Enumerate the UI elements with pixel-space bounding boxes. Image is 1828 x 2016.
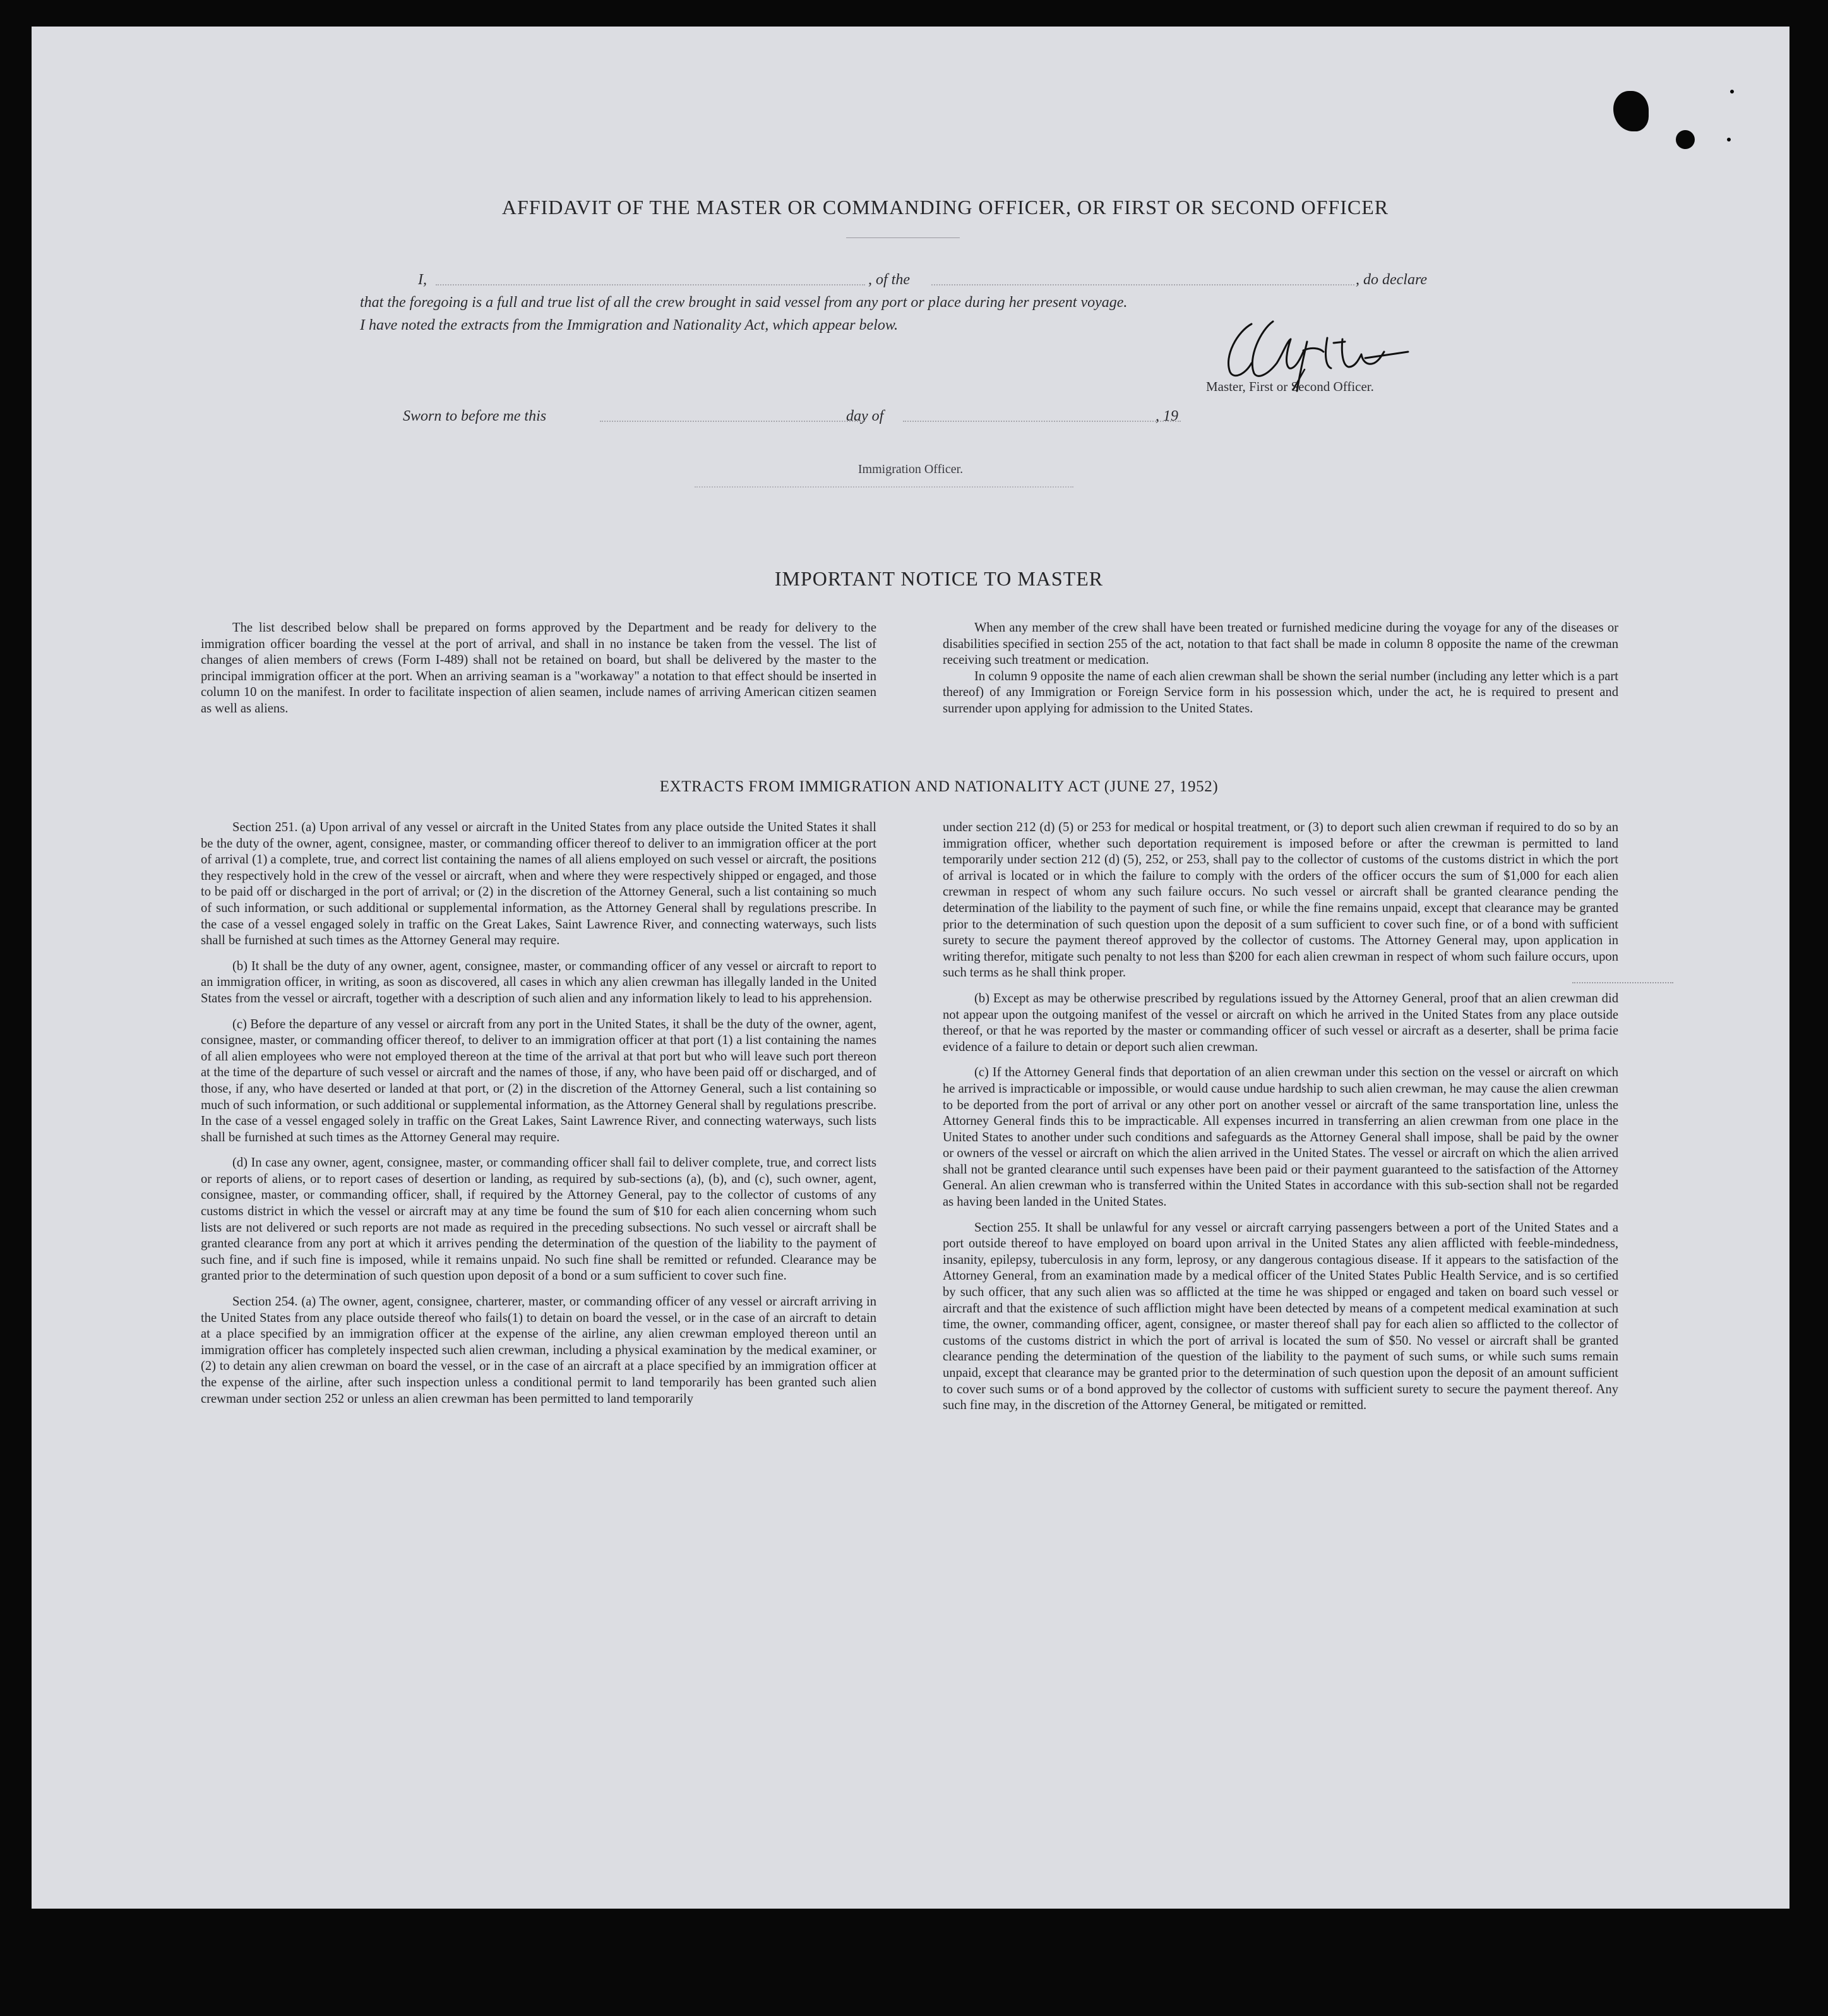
officer-signature-blank[interactable] xyxy=(695,486,1073,488)
section-251a: Section 251. (a) Upon arrival of any vessel or aircraft in the United States from any place outside the United States it shall be the duty of the owner, agent, consignee, master, or commanding officer thereof to deliver to an immigration officer at the port of arrival (1) a complete, true, and correct list containing the names of all aliens employed on such vessel or aircraft, the positions they respectively hold in the crew of the vessel or aircraft, when and where they were respectively shipped or engaged, and those to be paid off or discharged in the port of arrival; or (2) in the discretion of the Attorney General, such a list containing so much of such information, or such additional or supplemental information, as the Attorney General shall by regulations prescribe. In the case of a vessel engaged solely in traffic on the Great Lakes, Saint Lawrence River, and connecting waterways, such lists shall be furnished at such times as the Attorney General may require. xyxy=(201,820,876,948)
section-254a-continued: under section 212 (d) (5) or 253 for medical or hospital treatment, or (3) to deport such alien crewman if required to do so by an immigration officer, whether such deportation requirement is imposed before or after the crewman is permitted to land temporarily under section 212 (d) (5), 252, or 253, shall pay to the collector of customs of the customs district in which the port of arrival is located or in which the failure to comply with the orders of the officer occurs the sum of $1,000 for each alien crewman in respect of whom any such failure occurs. No such vessel or aircraft shall be granted clearance pending the determination of the liability to the payment of such fine, or while the fine remains unpaid, except that clearance may be granted prior to the determination of such question upon the deposit of a sum sufficient to cover such fine, or of a bond with sufficient surety to secure the payment thereof approved by the collector of customs. The Attorney General may, upon application in writing therefor, mitigate such penalty to not less than $200 for each alien crewman in respect of whom such failure occurs, upon such terms as he shall think proper. xyxy=(943,820,1618,980)
section-251d: (d) In case any owner, agent, consignee, master, or commanding officer shall fail to deliver complete, true, and correct lists or reports of aliens, or to report cases of desertion or landing, as required by sub-sections (a), (b), and (c), such owner, agent, consignee, master, or commanding officer, shall, if required by the Attorney General, pay to the collector of customs of any customs district in which the vessel or aircraft may at any time be found the sum of $10 for each alien concerning whom such lists are not delivered or such reports are not made as required in the preceding subsections. No such vessel or aircraft shall be granted clearance from any port at which it arrives pending the determination of the question of the liability to the payment of such fine, and if such fine is imposed, while it remains unpaid. No such fine shall be remitted or refunded. Clearance may be granted prior to the determination of such question upon deposit of a bond or a sum sufficient to cover such fine. xyxy=(201,1156,876,1283)
vessel-blank[interactable] xyxy=(931,284,1354,285)
affidavit-i-label: I, xyxy=(418,272,427,288)
notice-title: IMPORTANT NOTICE TO MASTER xyxy=(774,567,1104,590)
year-label: , 19 xyxy=(1156,408,1178,424)
ink-dot xyxy=(1730,90,1734,93)
notice-left-column xyxy=(201,620,876,717)
ink-blot xyxy=(1676,130,1695,149)
ink-blot xyxy=(1613,91,1649,131)
sworn-label: Sworn to before me this xyxy=(403,408,547,424)
section-254b: (b) Except as may be otherwise prescribed by regulations issued by the Attorney General, proof that an alien crewman did not appear upon the outgoing manifest of the vessel or aircraft on which he arrived in the United States from any place outside thereof, or that he was reported by the master or commanding officer of such vessel or aircraft as a deserter, shall be prima facie evidence of a failure to detain or deport such alien crewman. xyxy=(943,991,1618,1054)
month-blank[interactable] xyxy=(903,421,1181,422)
affidavit-of-the-label: , of the xyxy=(868,272,910,288)
section-251b: (b) It shall be the duty of any owner, agent, consignee, master, or commanding officer of any vessel or aircraft to report to an immigration officer, in writing, as soon as discovered, all cases in which any alien crewman has illegally landed in the United States from the vessel or aircraft, together with a description of such alien and any information likely to lead to his apprehension. xyxy=(201,959,876,1005)
section-251c: (c) Before the departure of any vessel or aircraft from any port in the United States, it shall be the duty of the owner, agent, consignee, master, or commanding officer thereof, to deliver to an immigration officer at that port (1) a list containing the names of all alien employees who were not employed thereon at the time of the arrival at that port but who will leave such port thereon at the time of the departure of such vessel or aircraft and the names of those, if any, who have been paid off or discharged, and of those, if any, who have deserted or landed at that port, or (2) in the discretion of the Attorney General, such a list containing so much of such information, or such additional or supplemental information, as the Attorney General shall by regulations prescribe. In the case of a vessel engaged solely in traffic on the Great Lakes, Saint Lawrence River, and connecting waterways, such lists shall be furnished at such times as the Attorney General may require. xyxy=(201,1017,876,1144)
day-blank[interactable] xyxy=(600,421,865,422)
day-of-label: day of xyxy=(846,408,884,424)
extracts-right-column xyxy=(943,820,1618,1414)
notice-paragraph: When any member of the crew shall have been treated or furnished medicine during the voyage for any of the diseases or disabilities specified in section 255 of the act, notation to that fact shall be made in column 8 opposite the name of the crewman receiving such treatment or medication. xyxy=(943,621,1618,668)
immigration-officer-label: Immigration Officer. xyxy=(857,462,964,476)
extracts-left-column xyxy=(201,820,876,1407)
signature-caption: Master, First or Second Officer. xyxy=(1206,379,1374,394)
section-254a: Section 254. (a) The owner, agent, consignee, charterer, master, or commanding officer of any vessel or aircraft arriving in the United States from any place outside thereof who fails(1) to detain on board the vessel, or in the case of an aircraft to detain at a place specified by an immigration officer at the expense of the airline, any alien crewman employed thereon until an immigration officer has completely inspected such alien crewman, including a physical examination by the medical examiner, or (2) to detain any alien crewman on board the vessel, or in the case of an aircraft at a place specified by an immigration officer at the expense of the airline, after such inspection unless a conditional permit to land temporarily has been granted such alien crewman under section 252 or unless an alien crewman has been permitted to land temporarily xyxy=(201,1295,876,1406)
title-rule xyxy=(846,237,960,238)
section-255: Section 255. It shall be unlawful for any vessel or aircraft carrying passengers between a port of the United States and a port outside thereof to have employed on board upon arrival in the United States any alien afflicted with feeble-mindedness, insanity, epilepsy, tuberculosis in any form, leprosy, or any dangerous contagious disease. If it appears to the satisfaction of the Attorney General, from an examination made by a medical officer of the United States Public Health Service, and is so certified by such officer, that any such alien was so afflicted at the time he was shipped or engaged and taken on board such vessel or aircraft and that the existence of such affliction might have been detected by means of a competent medical examination at such time, the owner, commanding officer, agent, consignee, or master thereof shall pay for each alien so afflicted to the collector of customs of the customs district in which the port of arrival is located the sum of $50. No vessel or aircraft shall be granted clearance pending the determination of the question of the liability to the payment of such sums, or while such sums remain unpaid, except that clearance may be granted prior to the determination of such question upon the deposit of an amount sufficient to cover such sums or of a bond approved by the collector of customs with sufficient surety to secure the payment thereof. Any such fine may, in the discretion of the Attorney General, be mitigated or remitted. xyxy=(943,1220,1618,1413)
affidavit-declare-label: , do declare xyxy=(1356,272,1428,288)
affidavit-line-3: I have noted the extracts from the Immigration and Nationality Act, which appear below. xyxy=(360,317,899,333)
section-254c: (c) If the Attorney General finds that deportation of an alien crewman under this section on the vessel or aircraft on which he arrived is impracticable or impossible, or would cause undue hardship to such alien crewman, he may cause the alien crewman to be deported from the port of arrival or any other port on another vessel or aircraft of the same transportation line, unless the Attorney General finds this to be impracticable. All expenses incurred in transferring an alien crewman from one place in the United States to another under such conditions and safeguards as the Attorney General shall impose, shall be paid by the owner or owners of the vessel or aircraft on which the alien arrived in the United States. The vessel or aircraft on which the alien arrived shall not be granted clearance until such expenses have been paid or their payment guaranteed to the satisfaction of the Attorney General. An alien crewman who is transferred within the United States in accordance with this sub-section shall not be regarded as having been landed in the United States. xyxy=(943,1065,1618,1209)
ink-dot xyxy=(1727,138,1731,141)
notice-right-column xyxy=(943,620,1618,717)
affidavit-title: AFFIDAVIT OF THE MASTER OR COMMANDING OFFICER, OR FIRST OR SECOND OFFICER xyxy=(501,196,1389,219)
affidavit-line-2: that the foregoing is a full and true list of all the crew brought in said vessel from any port or place during her present voyage. xyxy=(360,294,1128,311)
name-blank[interactable] xyxy=(436,284,865,285)
document-page xyxy=(32,27,1789,1909)
notice-paragraph: In column 9 opposite the name of each alien crewman shall be shown the serial number (including any letter which is a part thereof) of any Immigration or Foreign Service form in his possession which, under the act, he is required to present and surrender upon applying for admission to the United States. xyxy=(943,669,1618,716)
margin-mark xyxy=(1572,982,1673,983)
notice-paragraph: The list described below shall be prepared on forms approved by the Department and be ready for delivery to the immigration officer boarding the vessel at the port of arrival, and shall in no instance be taken from the vessel. The list of changes of alien members of crews (Form I-489) shall not be retained on board, but shall be delivered by the master to the principal immigration officer at the port. When an arriving seaman is a "workaway" a notation to that effect should be inserted in column 10 on the manifest. In order to facilitate inspection of alien seamen, include names of arriving American citizen seamen as well as aliens. xyxy=(201,621,876,716)
extracts-title: EXTRACTS FROM IMMIGRATION AND NATIONALITY ACT (JUNE 27, 1952) xyxy=(659,778,1219,795)
